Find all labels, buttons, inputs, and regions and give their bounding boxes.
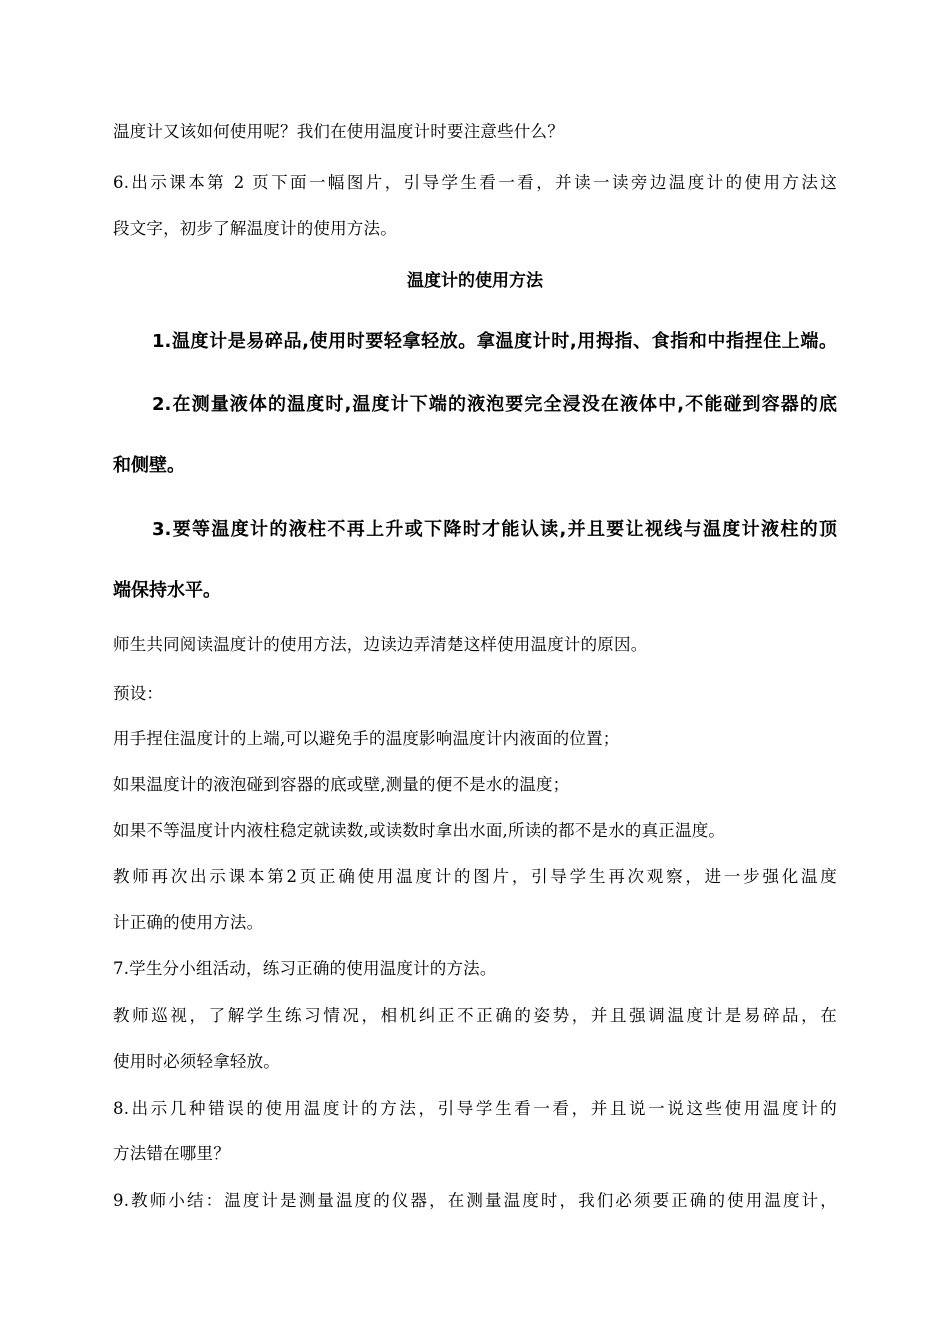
paragraph-line: 教师再次出示课本第2页正确使用温度计的图片，引导学生再次观察，进一步强化温度 <box>113 867 837 886</box>
paragraph-line: 如果温度计的液泡碰到容器的底或壁,测量的便不是水的温度； <box>113 775 570 794</box>
paragraph-line: 7.学生分小组活动，练习正确的使用温度计的方法。 <box>113 959 497 978</box>
rule-2: 2.在测量液体的温度时,温度计下端的液泡要完全浸没在液体中,不能碰到容器的底 <box>152 394 837 415</box>
paragraph-line: 方法错在哪里？ <box>113 1144 230 1163</box>
paragraph-line: 预设： <box>113 684 164 703</box>
paragraph-line: 计正确的使用方法。 <box>113 913 264 932</box>
paragraph-line: 师生共同阅读温度计的使用方法，边读边弄清楚这样使用温度计的原因。 <box>113 635 648 654</box>
rule-2-continued: 和侧壁。 <box>113 455 185 476</box>
rule-3-continued: 端保持水平。 <box>113 580 221 601</box>
paragraph-line: 6.出示课本第 2 页下面一幅图片，引导学生看一看，并读一读旁边温度计的使用方法这 <box>113 173 837 192</box>
paragraph-line: 8.出示几种错误的使用温度计的方法，引导学生看一看，并且说一说这些使用温度计的 <box>113 1099 837 1118</box>
paragraph-line: 段文字，初步了解温度计的使用方法。 <box>113 219 397 238</box>
rule-3: 3.要等温度计的液柱不再上升或下降时才能认读,并且要让视线与温度计液柱的顶 <box>152 519 837 540</box>
paragraph-line: 温度计又该如何使用呢？我们在使用温度计时要注意些什么？ <box>113 122 564 141</box>
rule-1: 1.温度计是易碎品,使用时要轻拿轻放。拿温度计时,用拇指、食指和中指捏住上端。 <box>152 331 837 352</box>
section-heading: 温度计的使用方法 <box>407 271 543 291</box>
paragraph-line: 9.教师小结：温度计是测量温度的仪器，在测量温度时，我们必须要正确的使用温度计， <box>113 1191 837 1210</box>
paragraph-line: 如果不等温度计内液柱稳定就读数,或读数时拿出水面,所读的都不是水的真正温度。 <box>113 821 726 840</box>
paragraph-line: 使用时必须轻拿轻放。 <box>113 1052 280 1071</box>
paragraph-line: 教师巡视，了解学生练习情况，相机纠正不正确的姿势，并且强调温度计是易碎品，在 <box>113 1006 837 1025</box>
paragraph-line: 用手捏住温度计的上端,可以避免手的温度影响温度计内液面的位置； <box>113 729 620 748</box>
